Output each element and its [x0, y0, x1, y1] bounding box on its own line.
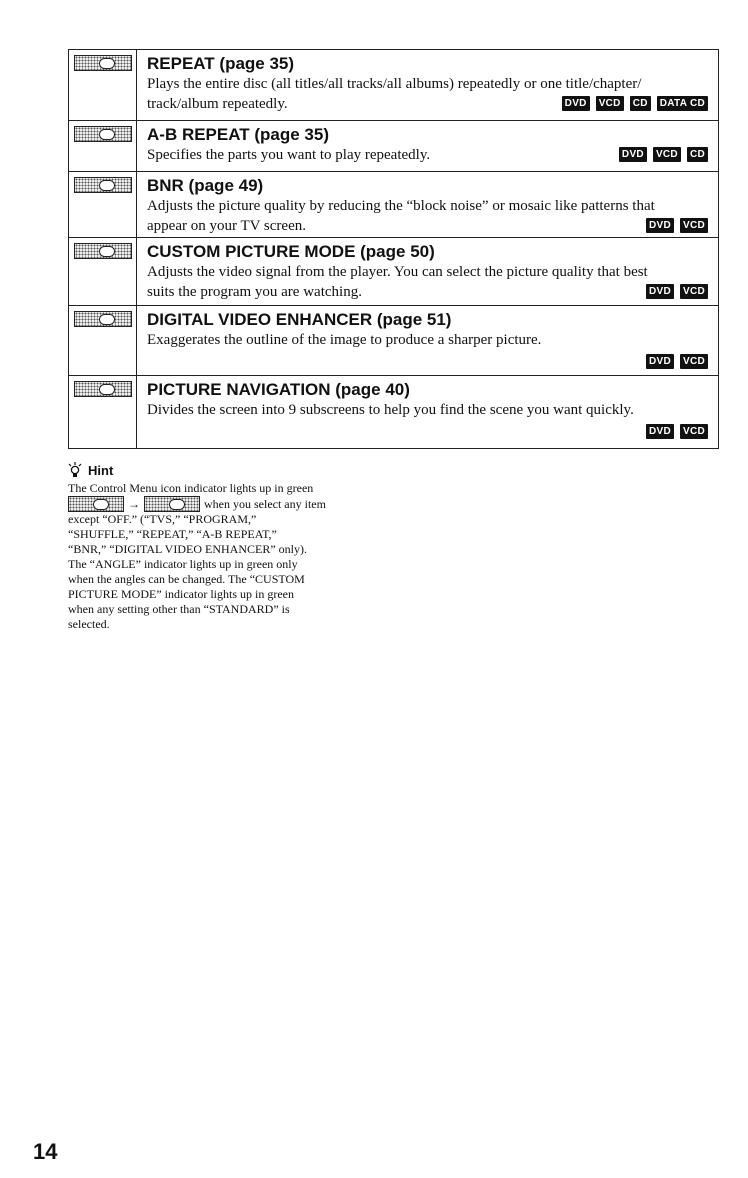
hint-line: selected. [68, 617, 110, 631]
hint-title: Hint [88, 462, 114, 478]
lightbulb-icon [68, 462, 82, 478]
table-row [69, 171, 718, 237]
item-desc-line: Adjusts the video signal from the player. You can select the picture quality that best [147, 264, 648, 280]
disc-badge: DVD [619, 147, 647, 162]
item-title: DIGITAL VIDEO ENHANCER (page 51) [147, 310, 452, 329]
item-title: A-B REPEAT (page 35) [147, 125, 329, 144]
item-desc-line: Plays the entire disc (all titles/all tracks/all albums) repeatedly or one title/chapter/ [147, 76, 642, 92]
table-row [69, 50, 718, 120]
disc-badge: DVD [562, 96, 590, 111]
hint-line: The “ANGLE” indicator lights up in green only [68, 557, 298, 571]
ab-repeat-menu-icon [74, 126, 132, 142]
table-row [69, 120, 718, 171]
table-row [69, 375, 718, 448]
arrow-icon: → [128, 496, 140, 511]
item-desc-line: Divides the screen into 9 subscreens to help you find the scene you want quickly. [147, 402, 634, 418]
page-number: 14 [33, 1139, 58, 1164]
text-cell [137, 238, 718, 305]
hint-line: PICTURE MODE” indicator lights up in green [68, 587, 294, 601]
hint-line: when any setting other than “STANDARD” is [68, 602, 290, 616]
disc-badge: DATA CD [657, 96, 708, 111]
item-title: REPEAT (page 35) [147, 54, 295, 73]
menu-icon-lit-icon [144, 496, 200, 512]
item-desc-line: track/album repeatedly. [147, 96, 288, 112]
icon-cell [69, 121, 137, 171]
repeat-menu-icon [74, 55, 132, 71]
text-cell [137, 121, 718, 171]
hint-box [68, 462, 388, 632]
item-desc-line: Exaggerates the outline of the image to produce a sharper picture. [147, 332, 542, 348]
hint-indicator-line [68, 496, 388, 512]
video-enhancer-menu-icon [74, 311, 132, 327]
disc-badge: VCD [680, 354, 708, 369]
disc-badge: CD [630, 96, 651, 111]
disc-badge: VCD [680, 284, 708, 299]
disc-badges [147, 354, 708, 371]
disc-badge: DVD [646, 354, 674, 369]
disc-badge: DVD [646, 218, 674, 233]
item-title: PICTURE NAVIGATION (page 40) [147, 380, 410, 399]
disc-badges [147, 424, 708, 441]
disc-badge: CD [687, 147, 708, 162]
item-desc-line: Specifies the parts you want to play repeatedly. [147, 147, 431, 163]
item-title: BNR (page 49) [147, 176, 264, 195]
table-row [69, 305, 718, 375]
hint-line: “SHUFFLE,” “REPEAT,” “A-B REPEAT,” [68, 527, 277, 541]
item-desc-line: suits the program you are watching. [147, 284, 362, 300]
item-title: CUSTOM PICTURE MODE (page 50) [147, 242, 435, 261]
hint-line: The Control Menu icon indicator lights up in green [68, 481, 314, 495]
disc-badge: VCD [680, 424, 708, 439]
hint-heading [68, 462, 388, 478]
picture-navigation-menu-icon [74, 381, 132, 397]
table-row [69, 237, 718, 305]
item-desc-line: appear on your TV screen. [147, 218, 306, 234]
hint-line: except “OFF.” (“TVS,” “PROGRAM,” [68, 512, 257, 526]
menu-icon-off-icon [68, 496, 124, 512]
text-cell [137, 172, 718, 237]
icon-cell [69, 238, 137, 305]
item-desc-line: Adjusts the picture quality by reducing the “block noise” or mosaic like patterns that [147, 198, 655, 214]
disc-badge: DVD [646, 284, 674, 299]
text-cell [137, 50, 718, 120]
icon-cell [69, 50, 137, 120]
bnr-menu-icon [74, 177, 132, 193]
disc-badge: VCD [596, 96, 624, 111]
text-cell [137, 376, 718, 448]
icon-cell [69, 306, 137, 375]
icon-cell [69, 172, 137, 237]
hint-line: when the angles can be changed. The “CUSTOM [68, 572, 305, 586]
hint-line: when you select any item [204, 496, 326, 511]
menu-items-table [68, 49, 719, 449]
disc-badge: VCD [680, 218, 708, 233]
disc-badge: DVD [646, 424, 674, 439]
hint-line: “BNR,” “DIGITAL VIDEO ENHANCER” only). [68, 542, 307, 556]
text-cell [137, 306, 718, 375]
custom-picture-menu-icon [74, 243, 132, 259]
disc-badge: VCD [653, 147, 681, 162]
icon-cell [69, 376, 137, 448]
